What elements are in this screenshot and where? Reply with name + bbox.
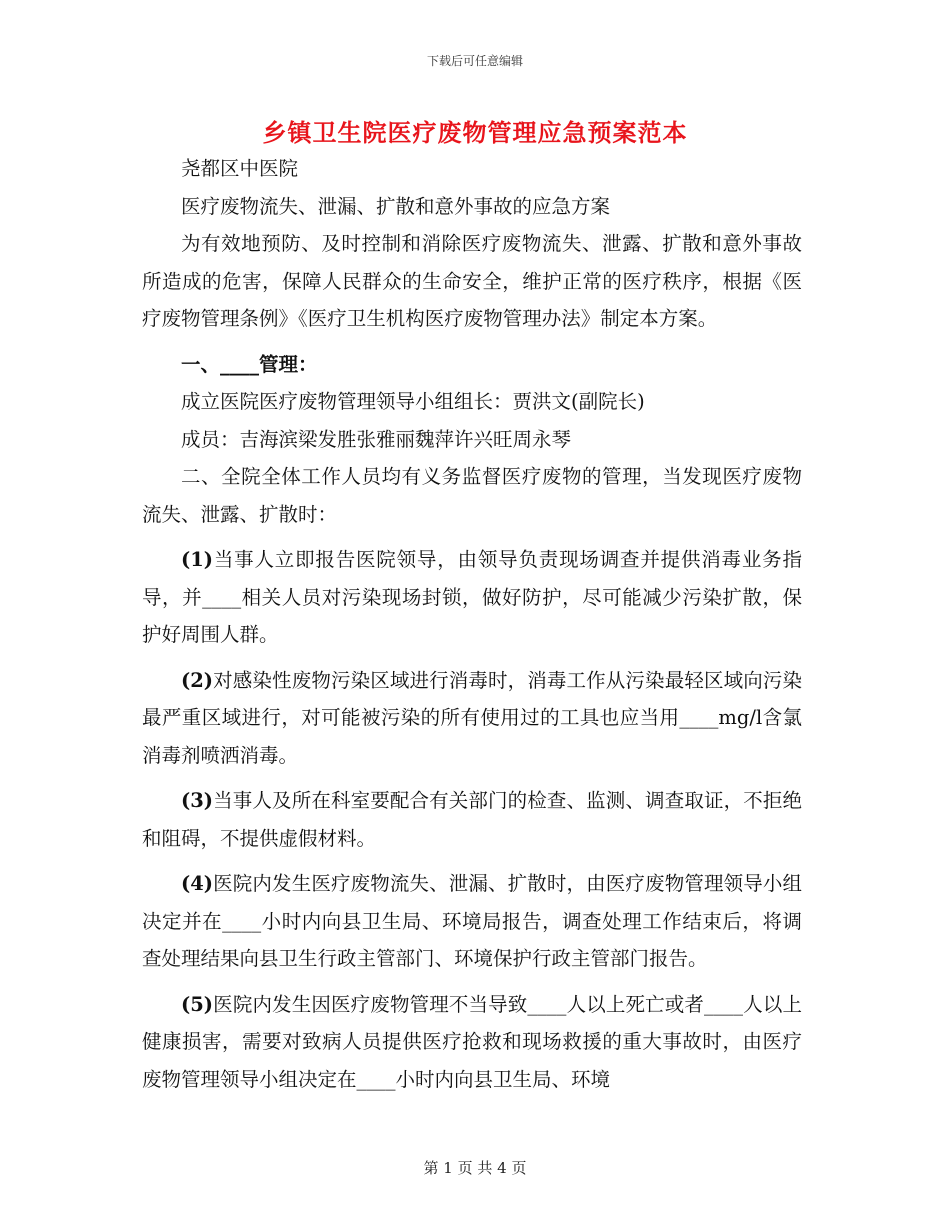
list-number: (4)	[181, 872, 214, 895]
list-item	[142, 865, 802, 978]
list-item	[142, 986, 802, 1099]
document-title: 乡镇卫生院医疗废物管理应急预案范本	[262, 118, 688, 147]
list-number: (1)	[181, 548, 214, 571]
list-number: (2)	[181, 668, 214, 692]
list-item	[142, 662, 802, 775]
list-item-text: 医院内发生医疗废物流失、泄漏、扩散时，由医疗废物管理领导小组决定并在____小时内向县卫生局、环境局报告，调查处理工作结束后，将调查处理结果向县卫生行政主管部门、环境保护行政主管部门报告。	[142, 872, 802, 970]
list-item-text: 当事人立即报告医院领导，由领导负责现场调查并提供消毒业务指导，并____相关人员对污染现场封锁，做好防护，尽可能减少污染扩散，保护好周围人群。	[142, 548, 802, 646]
list-item	[142, 541, 802, 654]
paragraph-plan-name: 医疗废物流失、泄漏、扩散和意外事故的应急方案	[181, 194, 611, 218]
paragraph-section-2: 二、全院全体工作人员均有义务监督医疗废物的管理，当发现医疗废物流失、泄露、扩散时：	[142, 465, 802, 526]
section-heading-1: 一、____管理：	[181, 352, 318, 376]
list-number: (3)	[181, 789, 214, 812]
list-item-text: 医院内发生因医疗废物管理不当导致____人以上死亡或者____人以上健康损害，需要对致病人员提供医疗抢救和现场救援的重大事故时，由医疗废物管理领导小组决定在____小时内向县卫生局、环境	[142, 992, 802, 1091]
paragraph-hospital-name: 尧都区中医院	[181, 157, 299, 180]
page-header: 下载后可任意编辑	[426, 54, 523, 68]
document-body	[142, 150, 802, 1098]
list-item-text: 当事人及所在科室要配合有关部门的检查、监测、调查取证，不拒绝和阻碍，不提供虚假材料。	[142, 789, 802, 850]
list-item-text: 对感染性废物污染区域进行消毒时，消毒工作从污染最轻区域向污染最严重区域进行，对可能被污染的所有使用过的工具也应当用____mg/l含氯消毒剂喷洒消毒。	[142, 668, 802, 767]
paragraph-members: 成员：吉海滨梁发胜张雅丽魏萍许兴旺周永琴	[181, 427, 572, 451]
paragraph-leader: 成立医院医疗废物管理领导小组组长：贾洪文(副院长)	[181, 390, 645, 413]
list-item	[142, 782, 802, 857]
paragraph-purpose: 为有效地预防、及时控制和消除医疗废物流失、泄露、扩散和意外事故所造成的危害，保障人民群众的生命安全，维护正常的医疗秩序，根据《医疗废物管理条例》《医疗卫生机构医疗废物管理办法》制定本方案。	[142, 232, 802, 330]
page-footer: 第 1 页 共 4 页	[423, 1159, 527, 1177]
list-number: (5)	[181, 992, 214, 1016]
